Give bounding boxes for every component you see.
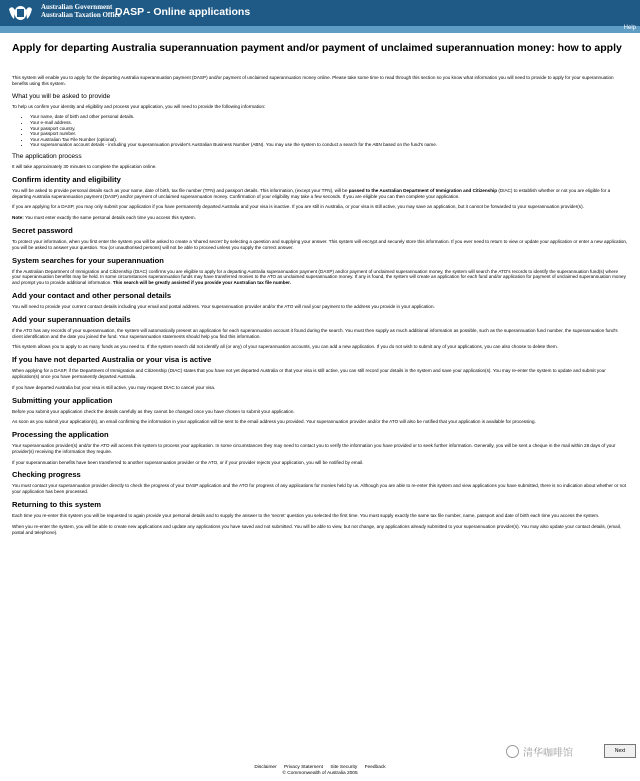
asked-lead: To help us confirm your identity and eligibility and process your application, you will need to provide the following information:: [12, 103, 266, 109]
list-item: • Your name, date of birth and other personal details.: [30, 114, 628, 120]
list-item: • Your Australian Tax File Number (optional).: [30, 137, 628, 143]
not-departed-text-2: If you have departed Australia but your visa is still active, you may request DIAC to cancel your visa.: [12, 384, 216, 390]
list-item: • Your passport number.: [30, 131, 628, 137]
coat-of-arms-icon: [7, 3, 34, 23]
add-super-text-2: This system allows you to apply to as many funds as you need to. If the system search did not identify all (or any) of your superannuation accounts, you can add a new application. If you do not wish to submit any of your applications, you can also choose to delete them.: [12, 344, 558, 350]
main-content: [0, 41, 640, 535]
note-text: You must enter exactly the same personal details each time you access this system.: [23, 215, 196, 221]
page-title: Apply for departing Australia superannuation payment and/or payment of unclaimed superannuation money: how to apply: [12, 42, 622, 54]
search-heading: System searches for your superannuation: [12, 255, 164, 265]
next-button[interactable]: Next: [604, 744, 636, 758]
secret-text: To protect your information, when you first enter the system you will be asked to create a 'shared secret' by selecting a question and supplying your answer. This system will encrypt and securely store this information. If you ever need to return to view or update your application or enter a new application, you will be asked to answer your question. You (or unauthorised persons) will not be able to proceed unless you supply the correct answer.: [12, 238, 628, 250]
secret-heading: Secret password: [12, 225, 73, 235]
submitting-text-2: As soon as you submit your application(s), an email confirming the information in your application will be sent to the email address you provided. Your superannuation provider and/or the ATO will also be notified that your application is available for processing.: [12, 419, 536, 425]
confirm-text-2: If you are applying for a DASP, you may only submit your application if you have permanently departed Australia and your visa is inactive. If you are still in Australia, or your visa is still active, you may save an application, but it cannot be forwarded to your superannuation provider(s).: [12, 204, 584, 210]
returning-heading: Returning to this system: [12, 500, 102, 510]
processing-text-2: If your superannuation benefits have been transferred to another superannuation provider or the ATO, or if your provider rejects your application, you will be notified by email.: [12, 459, 364, 465]
checking-heading: Checking progress: [12, 470, 81, 480]
watermark: [506, 744, 573, 759]
submitting-text-1: Before you submit your application check the details carefully as they cannot be changed once you have chosen to submit your application.: [12, 408, 295, 414]
search-text-a: If the Australian Department of Immigration and Citizenship (DIAC) confirms you are eligible to apply for a departing Australia superannuation payment (DASP) and/or payment of unclaimed superannuation money, the system will search the ATO's records to identify the superannuation fund(s) where your superannuation benefits may be held. In some circumstances superannuation funds may have transferred monies to the ATO as unclaimed superannuation money. If any is found, the system will create an application for each fund and/or application for payment of unclaimed superannuation money and prompt you to provide additional information.: [12, 268, 626, 286]
processing-heading: Processing the application: [12, 430, 109, 440]
confirm-text-1: [12, 188, 628, 200]
contact-heading: Add your contact and other personal details: [12, 290, 172, 300]
returning-text-2: When you re-enter the system, you will be able to create new applications and update any applications you have saved and not submitted. You will be able to view, but not change, any applications already submitted to your superannuation provider(s). You may also update your contact details, (email, postal and telephone).: [12, 523, 622, 535]
add-super-text-1: If the ATO has any records of your superannuation, the system will automatically present an application for each superannuation account it found during the search. You must then supply as much additional information as possible, such as the superannuation fund number, the superannuation fund's client identification and the date you joined the fund. Your superannuation statements should help you find this information.: [12, 327, 618, 339]
search-text-bold: This search will be greatly assisted if you provide your Australian tax file number.: [112, 280, 291, 286]
process-text: It will take approximately 30 minutes to complete the application online.: [12, 163, 157, 169]
asked-list: [30, 114, 628, 148]
footer-link-feedback[interactable]: Feedback: [364, 765, 386, 770]
watermark-text: 清华咖啡馆: [523, 748, 573, 759]
help-link[interactable]: Help: [623, 25, 636, 31]
footer-link-privacy[interactable]: Privacy Statement: [284, 765, 323, 770]
gov-line-1: Australian Government: [41, 3, 113, 11]
sub-banner: [0, 26, 640, 33]
add-super-heading: Add your superannuation details: [12, 314, 131, 324]
search-text: [12, 269, 628, 286]
note-label: Note:: [12, 215, 24, 221]
checking-text: You must contact your superannuation provider directly to check the progress of your DASP application and the ATO for progress of any applications for monies held by us. Although you are able to re-enter this system and view applications you have submitted, there is no indication about whether or not your application has been processed.: [12, 483, 626, 495]
header-banner: [0, 0, 640, 26]
confirm-heading: Confirm identity and eligibility: [12, 174, 121, 184]
footer: [0, 765, 640, 777]
government-logo-text: [41, 3, 121, 19]
footer-link-security[interactable]: Site Security: [330, 765, 358, 770]
list-item: • Your e-mail address.: [30, 120, 628, 126]
processing-text-1: Your superannuation provider(s) and/or the ATO will access this system to process your application. In some circumstances they may need to contact you to verify the information you have provided or to seek further information. Generally, you will be sent a cheque in the mail within 28 days of your provider(s) receiving the information they require.: [12, 443, 616, 454]
copyright: © Commonwealth of Australia 2005: [282, 771, 358, 776]
asked-heading: What you will be asked to provide: [12, 92, 111, 100]
not-departed-text-1: When applying for a DASP, if the Department of Immigration and Citizenship (DIAC) states that you have not yet departed Australia or that your visa is still active, you can still record your details in the system and save your application(s). You may re-enter the system to update and submit your application(s) once you have permanently departed Australia.: [12, 368, 606, 379]
confirm-text-1a: You will be asked to provide personal details such as your name, date of birth, tax file number (TFN) and passport details. This information, (except your TFN), will be: [12, 187, 349, 193]
watermark-icon: [506, 745, 519, 758]
confirm-text-1-bold: passed to the Australian Department of Immigration and Citizenship: [348, 187, 498, 193]
confirm-text-1b: (DIAC) to establish whether or not you are eligible for a departing Australia superannuation payment (DASP) and/or payment of unclaimed superannuation money. Confirmation of your eligibility may take a few seconds. If you are eligible you can then complete your application.: [12, 187, 611, 199]
not-departed-heading: If you have not departed Australia or your visa is active: [12, 355, 212, 365]
confirm-note: [12, 215, 628, 221]
list-item: • Your superannuation account details - including your superannuation provider's Australian Business Number (ABN). You may use the system to conduct a search for the ABN based on the fund's name.: [30, 142, 628, 148]
gov-line-2: Australian Taxation Office: [41, 11, 121, 19]
process-heading: The application process: [12, 152, 82, 160]
intro-text: This system will enable you to apply for the departing Australia superannuation payment (DASP) and/or payment of unclaimed superannuation money online. Please take some time to read through this section so you know what information you will need to provide to apply for your superannuation benefits using this system.: [12, 75, 614, 86]
footer-link-disclaimer[interactable]: Disclaimer: [254, 765, 277, 770]
submitting-heading: Submitting your application: [12, 395, 113, 405]
app-title: DASP - Online applications: [115, 6, 251, 18]
list-item: • Your passport country.: [30, 126, 628, 132]
contact-text: You will need to provide your current contact details including your email and postal address. Your superannuation provider and/or the ATO will mail your payment to the address you provide in your application.: [12, 303, 435, 309]
returning-text-1: Each time you re-enter this system you will be requested to again provide your personal details and to supply the answer to the 'secret' question you selected the first time. You must supply exactly the same tax file number, name, passport and date of birth each time you access the system.: [12, 513, 600, 519]
